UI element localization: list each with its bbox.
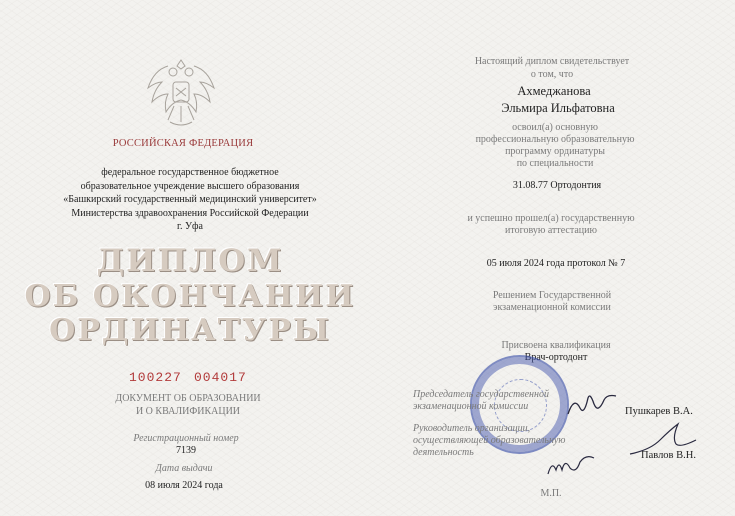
institution-line: «Башкирский государственный медицинский университет» — [63, 194, 317, 205]
head-title-line: осуществляющей образовательную — [413, 435, 566, 446]
institution-line: федеральное государственное бюджетное — [101, 167, 279, 178]
head-title-line: Руководитель организации, — [413, 423, 531, 434]
protocol-date: 05 июля 2024 года протокол № 7 — [486, 258, 626, 269]
commission-line: Решением Государственной — [492, 290, 612, 301]
document-type-line: И О КВАЛИФИКАЦИИ — [135, 406, 241, 417]
institution-line: образовательное учреждение высшего образования — [80, 180, 300, 192]
qualification-value: Врач-ортодонт — [524, 352, 588, 363]
title-line-1: ДИПЛОМ — [96, 243, 284, 279]
serial-number: 004017 — [194, 370, 247, 385]
graduate-surname: Ахмеджанова — [517, 84, 591, 98]
country-name: РОССИЙСКАЯ ФЕДЕРАЦИЯ — [112, 138, 254, 149]
chair-title-line: Председатель государственной — [413, 389, 549, 400]
commission-line: экзаменационной комиссии — [493, 302, 611, 313]
issue-date: 08 июля 2024 года — [145, 480, 223, 491]
chair-name: Пушкарев В.А. — [625, 406, 693, 417]
intro-line: о том, что — [530, 69, 574, 80]
institution-line: Министерства здравоохранения Российской Федерации — [71, 207, 309, 219]
attestation-line: итоговую аттестацию — [505, 225, 597, 236]
chair-title-line: экзаменационной комиссии — [413, 401, 529, 412]
coat-of-arms-icon — [140, 52, 222, 134]
institution-block — [63, 166, 316, 234]
head-title — [413, 423, 565, 459]
title-line-2: ОБ ОКОНЧАНИИ — [24, 279, 356, 314]
program-line: освоил(а) основную — [512, 122, 598, 133]
graduate-given-names: Эльмира Ильфатовна — [501, 101, 615, 115]
issue-date-label: Дата выдачи — [155, 463, 213, 474]
program-line: профессиональную образовательную — [475, 134, 635, 145]
intro-line: Настоящий диплом свидетельствует — [474, 56, 630, 67]
seal-place-mark: М.П. — [540, 488, 562, 499]
program-text — [476, 122, 635, 170]
program-line: по специальности — [516, 158, 594, 169]
head-name: Павлов В.Н. — [641, 450, 696, 461]
attestation-text — [467, 213, 634, 237]
intro-text — [475, 55, 629, 81]
chair-title — [413, 389, 549, 413]
serial-series: 100227 — [129, 370, 182, 385]
specialty: 31.08.77 Ортодонтия — [512, 180, 602, 191]
title-line-3: ОРДИНАТУРЫ — [49, 313, 331, 348]
program-line: программу ординатуры — [505, 146, 605, 157]
registration-number: 7139 — [176, 445, 196, 456]
institution-line: г. Уфа — [177, 221, 203, 232]
attestation-line: и успешно прошел(а) государственную — [467, 213, 635, 224]
chair-signature-icon — [565, 392, 620, 418]
seal-signature-icon — [545, 452, 605, 478]
head-title-line: деятельность — [413, 447, 474, 458]
document-type — [115, 392, 260, 418]
document-type-line: ДОКУМЕНТ ОБ ОБРАЗОВАНИИ — [115, 393, 261, 404]
qualification-label: Присвоена квалификация — [501, 340, 611, 351]
registration-label: Регистрационный номер — [133, 433, 239, 444]
commission-decision — [493, 290, 611, 314]
